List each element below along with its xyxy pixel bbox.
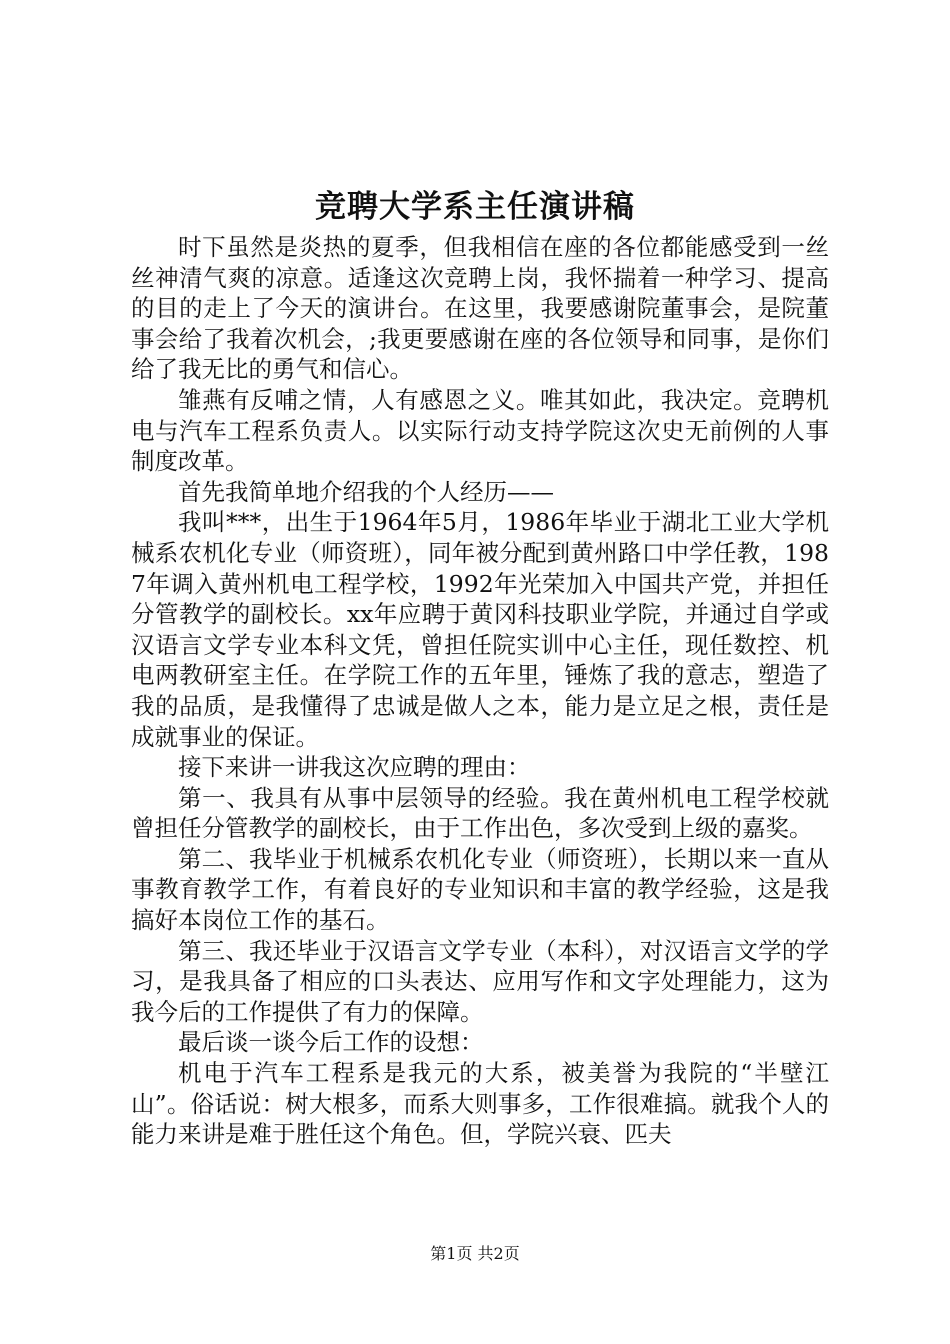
document-title: 竞聘大学系主任演讲稿 [315, 189, 635, 225]
paragraph: 接下来讲一讲我这次应聘的理由： [178, 753, 531, 782]
paragraph: 第二、我毕业于机械系农机化专业（师资班），长期以来一直从事教育教学工作，有着良好的专业知识和丰富的教学经验，这是我搞好本岗位工作的基石。 [131, 844, 829, 935]
document-body [131, 232, 829, 1150]
paragraph: 第一、我具有从事中层领导的经验。我在黄州机电工程学校就曾担任分管教学的副校长，由于工作出色，多次受到上级的嘉奖。 [131, 783, 829, 843]
paragraph: 第三、我还毕业于汉语言文学专业（本科），对汉语言文学的学习，是我具备了相应的口头表达、应用写作和文字处理能力，这为我今后的工作提供了有力的保障。 [131, 936, 829, 1026]
paragraph: 机电于汽车工程系是我元的大系，被美誉为我院的“半壁江山”。俗话说：树大根多，而系大则事多，工作很难搞。就我个人的能力来讲是难于胜任这个角色。但，学院兴衰、匹夫 [131, 1059, 829, 1149]
paragraph: 最后谈一谈今后工作的设想： [178, 1028, 484, 1057]
paragraph: 首先我简单地介绍我的个人经历—— [178, 477, 554, 506]
paragraph: 雏燕有反哺之情，人有感恩之义。唯其如此，我决定。竞聘机电与汽车工程系负责人。以实际行动支持学院这次史无前例的人事制度改革。 [131, 385, 829, 476]
paragraph: 时下虽然是炎热的夏季，但我相信在座的各位都能感受到一丝丝神清气爽的凉意。适逢这次竞聘上岗，我怀揣着一种学习、提高的目的走上了今天的演讲台。在这里，我要感谢院董事会，是院董事会给了我着次机会，;我更要感谢在座的各位领导和同事，是你们给了我无比的勇气和信心。 [131, 233, 829, 384]
paragraph: 我叫***，出生于1964年5月，1986年毕业于湖北工业大学机械系农机化专业（师资班），同年被分配到黄州路口中学任教，1987年调入黄州机电工程学校，1992年光荣加入中国共产党，并担任分管教学的副校长。xx年应聘于黄冈科技职业学院，并通过自学或汉语言文学专业本科文凭，曾担任院实训中心主任，现任数控、机电两教研室主任。在学院工作的五年里，锤炼了我的意志，塑造了我的品质，是我懂得了忠诚是做人之本，能力是立足之根，责任是成就事业的保证。 [131, 508, 829, 751]
page-footer: 第1页 共2页 [430, 1244, 520, 1263]
